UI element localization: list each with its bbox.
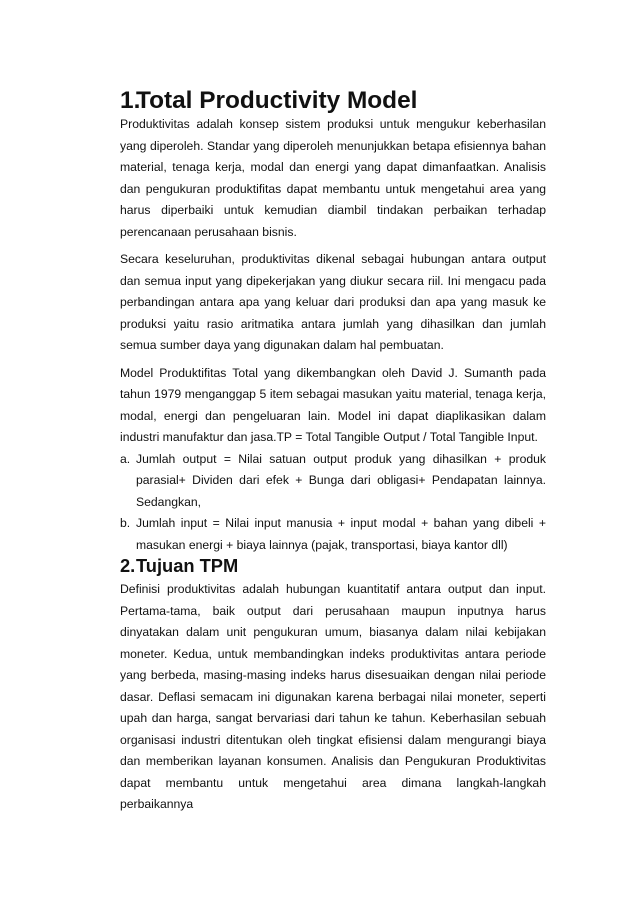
section-heading-tujuan-tpm: [120, 556, 546, 576]
list-marker: b.: [120, 516, 131, 530]
paragraph-definisi-produktivitas: Definisi produktivitas adalah hubungan kuantitatif antara output dan input. Pertama-tama, baik output dari perusahaan maupun inputnya harus dinyatakan dalam unit pengukuran umum, biasanya dalam nilai kebijakan moneter. Kedua, untuk membandingkan indeks produktivitas antara periode yang berbeda, masing-masing indeks harus disesuaikan dengan nilai periode dasar. Deflasi semacam ini digunakan karena berbagai nilai moneter, seperti upah dan harga, sangat bervariasi dari tahun ke tahun. Keberhasilan sebuah organisasi industri ditentukan oleh tingkat efisiensi dalam mengurangi biaya dan memberikan layanan konsumen. Analisis dan Pengukuran Produktivitas dapat membantu untuk mengetahui area dimana langkah-langkah perbaikannya: [120, 582, 546, 811]
section-number: 1.: [120, 87, 141, 114]
formula-list: [120, 449, 546, 557]
list-item-text: Jumlah input = Nilai input manusia + input modal + bahan yang dibeli + masukan energi + biaya lainnya (pajak, transportasi, biaya kantor dll): [136, 516, 546, 552]
list-item: [120, 513, 546, 556]
list-item: [120, 449, 546, 514]
section-title: Tujuan TPM: [136, 555, 239, 576]
list-marker: a.: [120, 451, 131, 466]
section-title: Total Productivity Model: [136, 87, 418, 114]
paragraph-model-produktifitas-total: Model Produktifitas Total yang dikembangkan oleh David J. Sumanth pada tahun 1979 menganggap 5 item sebagai masukan yaitu material, tenaga kerja, modal, energi dan pengeluaran lain. Model ini dapat diaplikasikan dalam industri manufaktur dan jasa.TP = Total Tangible Output / Total Tangible Input.: [120, 365, 546, 444]
paragraph-produktivitas-keseluruhan: Secara keseluruhan, produktivitas dikenal sebagai hubungan antara output dan semua input yang dipekerjakan yang diukur secara riil. Ini mengacu pada perbandingan antara apa yang keluar dari produksi dan apa yang masuk ke produksi yaitu rasio aritmatika antara jumlah yang dihasilkan dan jumlah semua sumber daya yang digunakan dalam hal pembuatan.: [120, 252, 546, 352]
section-number: 2.: [120, 555, 136, 576]
paragraph-produktivitas-definition: Produktivitas adalah konsep sistem produksi untuk mengukur keberhasilan yang diperoleh. Standar yang diperoleh menunjukkan betapa efisiennya bahan material, tenaga kerja, modal dan energi yang dapat dimanfaatkan. Analisis dan pengukuran produktifitas dapat membantu untuk mengetahui area yang harus diperbaiki untuk kemudian diambil tindakan perbaikan terhadap perencanaan perusahaan bisnis.: [120, 117, 546, 239]
list-item-text: Jumlah output = Nilai satuan output produk yang dihasilkan + produk parasial+ Dividen dari efek + Bunga dari obligasi+ Pendapatan lainnya. Sedangkan,: [136, 451, 546, 509]
section-heading-total-productivity-model: [120, 87, 546, 114]
